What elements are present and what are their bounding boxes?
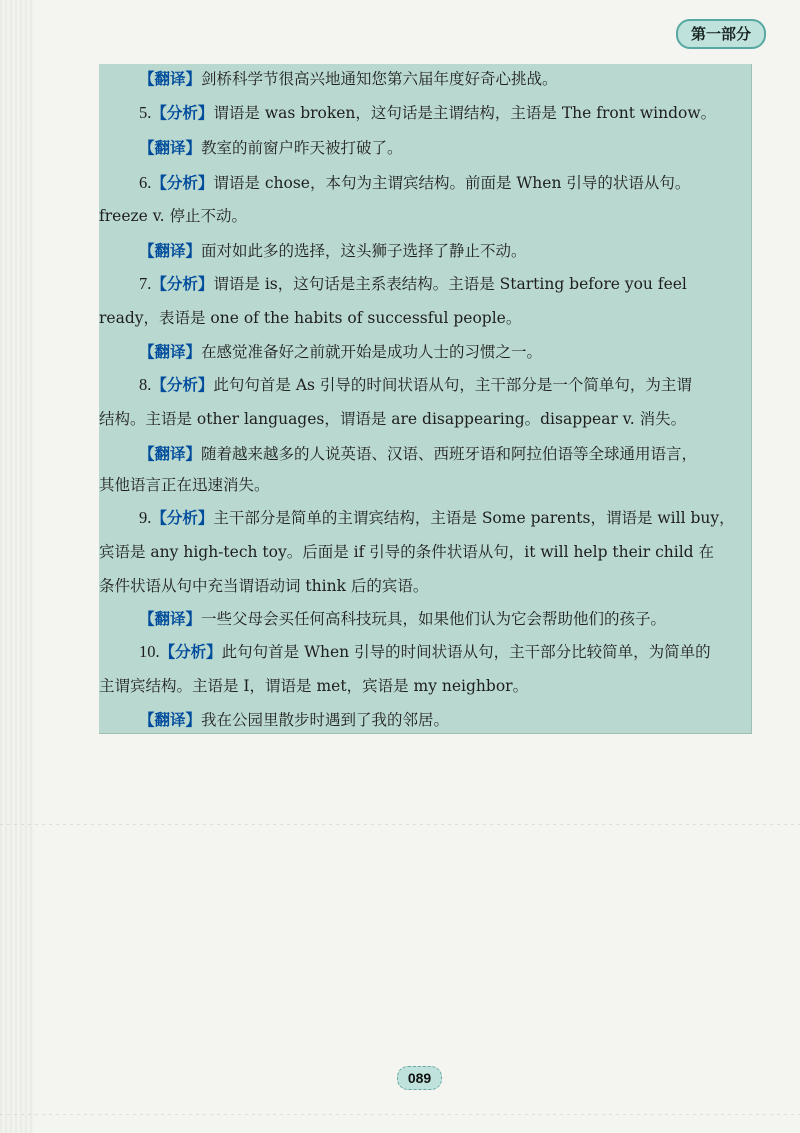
answer-line-4-translation [99, 68, 558, 90]
answer-line-9-analysis [99, 507, 735, 529]
answer-line-7-analysis [99, 273, 687, 295]
answer-line-6-continuation [99, 205, 247, 227]
answer-line-10-analysis [99, 641, 711, 663]
analysis-tag: 【分析】 [151, 104, 214, 122]
translation-tag: 【翻译】 [139, 343, 202, 361]
line-text: 在感觉准备好之前就开始是成功人士的习惯之一。 [201, 343, 543, 361]
item-number: 7. [139, 274, 152, 293]
line-text: 我在公园里散步时遇到了我的邻居。 [201, 711, 450, 729]
line-text: 结构。主语是 other languages，谓语是 are disappearing。disappear v. 消失。 [99, 410, 687, 428]
analysis-tag: 【分析】 [151, 174, 214, 192]
translation-tag: 【翻译】 [139, 711, 202, 729]
line-text: 宾语是 any high-tech toy。后面是 if 引导的条件状语从句，it will help their child 在 [99, 543, 715, 561]
answer-line-5-translation [99, 137, 403, 159]
line-text: 剑桥科学节很高兴地通知您第六届年度好奇心挑战。 [201, 70, 558, 88]
answer-line-8-analysis [99, 374, 692, 396]
line-text: 随着越来越多的人说英语、汉语、西班牙语和阿拉伯语等全球通用语言， [201, 445, 698, 463]
line-text: 一些父母会买任何高科技玩具，如果他们认为它会帮助他们的孩子。 [201, 610, 667, 628]
translation-tag: 【翻译】 [139, 139, 202, 157]
line-text: 面对如此多的选择，这头狮子选择了静止不动。 [201, 242, 527, 260]
item-number: 9. [139, 508, 152, 527]
answer-line-9-translation [99, 608, 666, 630]
answer-line-8-translation [99, 443, 697, 465]
line-text: 主谓宾结构。主语是 I，谓语是 met，宾语是 my neighbor。 [99, 677, 529, 695]
answer-line-8-translation-continuation [99, 474, 270, 496]
section-badge: 第一部分 [676, 19, 766, 49]
line-text: 其他语言正在迅速消失。 [99, 476, 270, 494]
translation-tag: 【翻译】 [139, 445, 202, 463]
answer-line-9-continuation-2 [99, 575, 428, 597]
item-number: 10. [139, 642, 160, 661]
answer-line-10-translation [99, 709, 449, 731]
translation-tag: 【翻译】 [139, 242, 202, 260]
line-text: 谓语是 is，这句话是主系表结构。主语是 Starting before you feel [213, 275, 687, 293]
answer-line-7-translation [99, 341, 542, 363]
faint-footer-line [0, 1114, 800, 1115]
page-number: 089 [397, 1066, 442, 1090]
faint-guide-line [0, 824, 800, 825]
line-text: 谓语是 was broken，这句话是主谓结构，主语是 The front window。 [213, 104, 717, 122]
line-text: ready，表语是 one of the habits of successful people。 [99, 309, 522, 327]
answer-line-7-continuation [99, 307, 521, 329]
analysis-tag: 【分析】 [159, 643, 222, 661]
analysis-tag: 【分析】 [151, 509, 214, 527]
answer-line-10-continuation [99, 675, 528, 697]
line-text: 谓语是 chose，本句为主谓宾结构。前面是 When 引导的状语从句。 [213, 174, 691, 192]
analysis-tag: 【分析】 [151, 275, 214, 293]
item-number: 5. [139, 103, 152, 122]
analysis-tag: 【分析】 [151, 376, 214, 394]
answer-line-6-translation [99, 240, 527, 262]
line-text: 条件状语从句中充当谓语动词 think 后的宾语。 [99, 577, 429, 595]
binding-edge [0, 0, 34, 1133]
translation-tag: 【翻译】 [139, 610, 202, 628]
answer-panel [99, 64, 752, 734]
answer-line-9-continuation [99, 541, 714, 563]
line-text: 教室的前窗户昨天被打破了。 [201, 139, 403, 157]
line-text: 此句句首是 As 引导的时间状语从句，主干部分是一个简单句，为主谓 [213, 376, 692, 394]
item-number: 6. [139, 173, 152, 192]
item-number: 8. [139, 375, 152, 394]
answer-line-6-analysis [99, 172, 690, 194]
translation-tag: 【翻译】 [139, 70, 202, 88]
answer-line-5-analysis [99, 102, 716, 124]
line-text: 此句句首是 When 引导的时间状语从句，主干部分比较简单，为简单的 [221, 643, 711, 661]
line-text: 主干部分是简单的主谓宾结构，主语是 Some parents，谓语是 will buy， [213, 509, 735, 527]
line-text: freeze v. 停止不动。 [99, 207, 248, 225]
answer-line-8-continuation [99, 408, 686, 430]
